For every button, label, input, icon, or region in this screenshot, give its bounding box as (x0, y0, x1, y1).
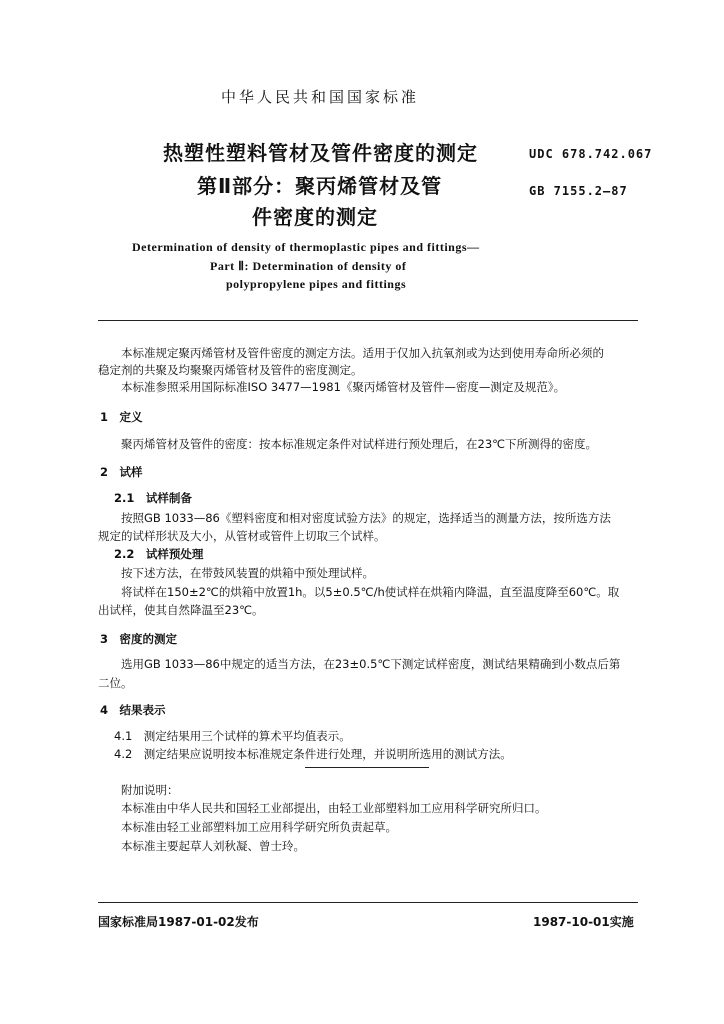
section-2-2-line-2: 将试样在150±2℃的烘箱中放置1h。以5±0.5℃/h使试样在烘箱内降温，直至温度降至60℃。取 (121, 585, 620, 599)
udc-code: UDC 678.742.067 (529, 147, 653, 161)
notes-line-1: 本标准由中华人民共和国轻工业部提出，由轻工业部塑料加工应用科学研究所归口。 (121, 801, 547, 815)
notes-title: 附加说明： (121, 783, 179, 797)
intro-line-1: 本标准规定聚丙烯管材及管件密度的测定方法。适用于仅加入抗氧剂或为达到使用寿命所必须的 (121, 346, 604, 360)
notes-line-3: 本标准主要起草人刘秋凝、曾士玲。 (121, 839, 305, 853)
section-1-text: 聚丙烯管材及管件的密度：按本标准规定条件对试样进行预处理后，在23℃下所测得的密度。 (121, 437, 598, 451)
footer-divider (98, 902, 638, 903)
section-4-heading: 4 结果表示 (100, 703, 166, 717)
section-4-1: 4.1 测定结果用三个试样的算术平均值表示。 (114, 729, 351, 743)
intro-line-3: 本标准参照采用国际标准ISO 3477—1981《聚丙烯管材及管件—密度—测定及规范》。 (121, 380, 566, 394)
english-title-line-2: Part Ⅱ: Determination of density of (210, 259, 407, 273)
header-divider (98, 320, 638, 321)
section-2-2-line-1: 按下述方法，在带鼓风装置的烘箱中预处理试样。 (121, 566, 374, 580)
document-title-line-2: 第Ⅱ部分：聚丙烯管材及管 (197, 174, 443, 198)
section-1-heading: 1 定义 (100, 410, 143, 424)
section-3-line-2: 二位。 (98, 676, 133, 690)
english-title-line-3: polypropylene pipes and fittings (226, 277, 407, 291)
section-3-line-1: 选用GB 1033—86中规定的适当方法，在23±0.5℃下测定试样密度，测试结果精确到小数点后第 (121, 657, 621, 671)
section-4-2: 4.2 测定结果应说明按本标准规定条件进行处理，并说明所选用的测试方法。 (114, 747, 512, 761)
notes-line-2: 本标准由轻工业部塑料加工应用科学研究所负责起草。 (121, 820, 397, 834)
effective-date: 1987-10-01实施 (533, 915, 634, 929)
section-3-heading: 3 密度的测定 (100, 632, 178, 646)
document-title-line-1: 热塑性塑料管材及管件密度的测定 (163, 141, 478, 165)
section-2-1-heading: 2.1 试样制备 (114, 491, 192, 505)
english-title-line-1: Determination of density of thermoplastic pipes and fittings— (132, 240, 480, 254)
section-2-heading: 2 试样 (100, 465, 143, 479)
section-2-2-heading: 2.2 试样预处理 (114, 547, 204, 561)
national-standard-header: 中华人民共和国国家标准 (220, 88, 419, 106)
intro-line-2: 稳定剂的共聚及均聚聚丙烯管材及管件的密度测定。 (98, 363, 363, 377)
notes-divider (305, 767, 429, 768)
issue-date: 国家标准局1987-01-02发布 (98, 915, 259, 929)
section-2-2-line-3: 出试样，使其自然降温至23℃。 (98, 603, 264, 617)
section-2-1-line-2: 规定的试样形状及大小，从管材或管件上切取三个试样。 (98, 529, 386, 543)
gb-code: GB 7155.2—87 (529, 184, 628, 198)
document-title-line-3: 件密度的测定 (252, 205, 378, 229)
section-2-1-line-1: 按照GB 1033—86《塑料密度和相对密度试验方法》的规定，选择适当的测量方法，按所选方法 (121, 511, 611, 525)
